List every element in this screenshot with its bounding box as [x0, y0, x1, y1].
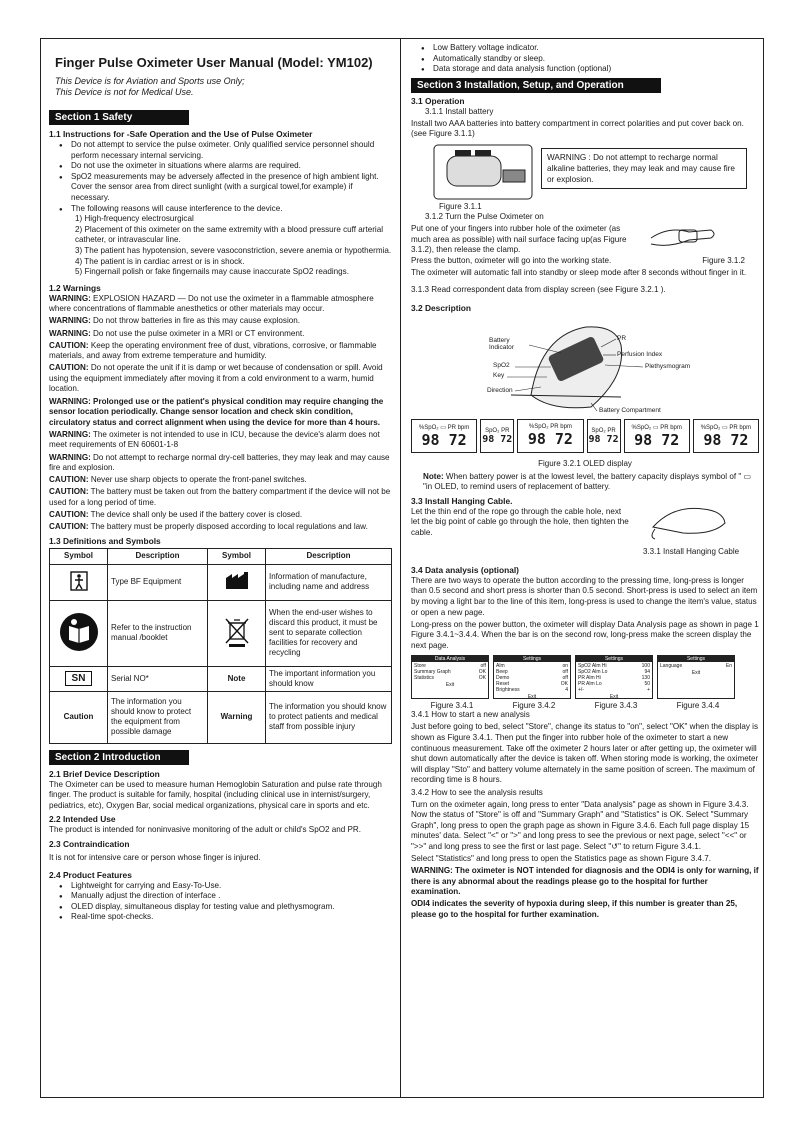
weee-bin-icon — [208, 600, 266, 666]
figure-caption: Figure 3.4.4 — [676, 701, 720, 711]
paragraph: The oximeter will automatic fall into standby or sleep mode after 8 seconds without finger in it. — [411, 268, 747, 278]
warning-label: CAUTION: — [49, 340, 89, 350]
warning-label: CAUTION: — [49, 487, 89, 497]
label-pr: PR — [617, 335, 627, 343]
interference-list — [49, 214, 392, 278]
warning-item — [49, 475, 392, 486]
interference-item: 1) High-frequency electrosurgical — [75, 214, 194, 224]
screen-header: Settings — [658, 656, 734, 662]
warning-label: CAUTION: — [49, 475, 89, 485]
table-header: Symbol — [50, 548, 108, 564]
warning-text: Prolonged use or the patient's physical condition may require changing the sensor location periodically. Change sensor location and check skin condition, circulatory status and correct alignment when using the device for more than 4 hours. — [49, 396, 384, 427]
data-analysis-screens — [411, 655, 759, 699]
table-cell: Type BF Equipment — [108, 564, 208, 600]
figure-caption: Figure 3.2.1 OLED display — [538, 459, 632, 469]
table-header: Symbol — [208, 548, 266, 564]
hanging-cable-block — [411, 507, 759, 559]
warning-text: Do not use the pulse oximeter in a MRI or CT environment. — [90, 328, 305, 338]
feature-item: ● Data storage and data analysis function (optional) — [433, 64, 759, 75]
subtitle-line-2: This Device is not for Medical Use. — [55, 87, 194, 97]
screen-header: Settings — [576, 656, 652, 662]
label-battery-compartment: Battery Compartment — [599, 407, 661, 415]
section-2-header: Section 2 Introduction — [49, 750, 189, 765]
label-battery-indicator: Battery Indicator — [489, 337, 514, 352]
settings-screen — [657, 655, 735, 699]
subheading: 3.1.2 Turn the Pulse Oximeter on — [425, 212, 544, 222]
symbols-table — [49, 548, 392, 744]
oled-values: 98 72 — [482, 433, 513, 445]
warning-text: The battery must be properly disposed according to local regulations and law. — [88, 522, 368, 532]
label-spo2: SpO2 — [493, 362, 510, 370]
paragraph: Select "Statistics" and long press to open the Statistics page as shown Figure 3.4.7. — [411, 854, 711, 864]
heading-1-2: 1.2 Warnings — [49, 282, 101, 293]
oled-screen — [480, 419, 514, 453]
warning-label: WARNING: — [49, 396, 91, 406]
note-paragraph — [411, 472, 759, 493]
features-list-continued — [411, 43, 759, 75]
interference-item: 5) Fingernail polish or fake fingernails may cause inaccurate SpO2 readings. — [75, 267, 349, 277]
warning-item — [49, 397, 392, 429]
warning-item — [49, 510, 392, 521]
heading-3-1: 3.1 Operation — [411, 95, 465, 106]
warning-label: WARNING: — [49, 328, 91, 338]
warning-text: The device shall only be used if the battery cover is closed. — [88, 510, 303, 519]
oled-display-modes — [411, 419, 759, 453]
table-cell: When the end-user wishes to discard this product, it must be sent to separate collection facilities for recovery and recycling — [266, 600, 392, 666]
label-key: Key — [493, 372, 505, 380]
figure-3-1-1-block — [411, 144, 759, 212]
paragraph: Put one of your fingers into rubber hole of the oximeter (as much area as possible) with nail surface facing up(as Figure 3.1.2), then release the clamp. — [411, 224, 627, 255]
feature-item: ● Automatically standby or sleep. — [433, 54, 759, 65]
settings-screen — [575, 655, 653, 699]
paragraph: Install two AAA batteries into battery compartment in correct polarities and put cover back on. (see Figure 3.1.1) — [411, 118, 744, 139]
safety-item: ● The following reasons will cause interference to the device. — [71, 204, 392, 215]
table-header: Description — [266, 548, 392, 564]
screen-exit: Exit — [445, 682, 455, 689]
screen-body — [576, 662, 652, 694]
note-label: Note: — [423, 471, 444, 481]
paragraph: Just before going to bed, select "Store", change its status to "on", select "OK" when the display is shown as Figure 3.4.1. Then put the finger into rubber hole of the oximeter to start a new continuous measurement. Take off the oximeter 2 hours later or after getting up, the oximeter will shut down automatically after the device is taken off. When storing mode is working, the oximeter will display "Sto" and battery volume alternately in the same position of screen. The maximum of recording time is 8 hours. — [411, 722, 759, 785]
heading-2-2: 2.2 Intended Use — [49, 814, 116, 825]
feature-item: ● Lightweight for carrying and Easy-To-Use. — [71, 881, 392, 892]
table-header: Description — [108, 548, 208, 564]
screen-body — [494, 662, 570, 694]
warning-label: CAUTION: — [49, 510, 89, 519]
safety-list — [49, 140, 392, 214]
table-cell: Refer to the instruction manual /booklet — [108, 600, 208, 666]
note-text: When battery power is at the lowest level, the battery capacity displays symbol of " ▭ "in OLED, to remind users of replacement of battery. — [423, 471, 752, 492]
oximeter-diagram — [411, 315, 751, 415]
paragraph: The product is intended for noninvasive monitoring of the adult or child's SpO2 and PR. — [49, 825, 361, 835]
paragraph: The Oximeter can be used to measure human Hemoglobin Saturation and pulse rate through finger. The product is suitable for family, hospital (including clinical use in internist/surgery, pediatrics, etc), Oxygen Bar, social medical organizations, physical care in sports and etc. — [49, 779, 382, 810]
device-description-figure — [411, 315, 759, 415]
label-plethysmogram: Plethysmogram — [645, 363, 691, 371]
figure-caption: Figure 3.4.1 — [430, 701, 474, 711]
screen-values: off OK OK — [478, 663, 486, 682]
warning-item — [49, 487, 392, 508]
warning-item — [49, 430, 392, 451]
caution-symbol: Caution — [50, 691, 108, 743]
subheading: 3.4.1 How to start a new analysis — [411, 710, 530, 720]
interference-item: 4) The patient is in cardiac arrest or is in shock. — [75, 256, 245, 266]
screen-body — [412, 662, 488, 682]
subtitle-line-1: This Device is for Aviation and Sports use Only; — [55, 76, 245, 86]
warning-text: Do not operate the unit if it is damp or wet because of condensation or spill. Avoid using the equipment immediately after moving it from a cold environment to a warm, humid location. — [49, 363, 383, 394]
oled-screen — [587, 419, 621, 453]
settings-screen — [493, 655, 571, 699]
warning-text: EXPLOSION HAZARD — Do not use the oximeter in a flammable atmosphere where concentrations of flammable anesthetics or other materials may occur. — [49, 293, 374, 314]
warning-text: Do not attempt to recharge normal dry-cell batteries, they may leak and may cause fire and explosion. — [49, 452, 390, 473]
oled-screen — [693, 419, 759, 453]
oled-header: %SpO₂ ▭ PR bpm — [700, 424, 752, 431]
warning-item — [49, 294, 392, 315]
warning-item — [49, 363, 392, 395]
warning-text: Keep the operating environment free of dust, vibrations, corrosive, or flammable materials, and away from extreme temperature and humidity. — [49, 340, 377, 361]
table-cell: The information you should know to protect the equipment from possible damage — [108, 691, 208, 743]
heading-3-4: 3.4 Data analysis (optional) — [411, 564, 519, 575]
subheading: 3.4.2 How to see the analysis results — [411, 787, 543, 797]
figure-caption: Figure 3.1.1 — [439, 202, 482, 212]
warning-text: The battery must be taken out from the battery compartment if the device will not be used for a long period of time. — [49, 487, 391, 507]
note-symbol: Note — [208, 666, 266, 691]
odi4-note: ODI4 indicates the severity of hypoxia during sleep, if this number is greater than 25, please go to the hospital for further examination. — [411, 899, 738, 920]
oled-values: 98 72 — [527, 430, 573, 449]
oled-values: 98 72 — [634, 430, 680, 449]
oled-values: 98 72 — [703, 430, 749, 449]
screen-labels: Language — [660, 663, 683, 670]
safety-item: ● SpO2 measurements may be adversely affected in the presence of high ambient light. Cover the sensor area from direct sunlight (with a surgical towel,for example) if necessary. — [71, 172, 392, 204]
oled-header: SpO₂ PR — [591, 427, 616, 434]
subheading: 3.1.1 Install battery — [425, 106, 494, 116]
type-bf-icon — [50, 564, 108, 600]
screen-body — [658, 662, 734, 670]
section-3-header: Section 3 Installation, Setup, and Operation — [411, 78, 661, 93]
page-title: Finger Pulse Oximeter User Manual (Model: YM102) — [55, 55, 373, 70]
oled-screen — [411, 419, 477, 453]
figure-3-1-2-block — [411, 224, 759, 256]
paragraph: It is not for intensive care or person whose finger is injured. — [49, 853, 261, 863]
screen-header: Settings — [494, 656, 570, 662]
figure-caption: Figure 3.4.2 — [512, 701, 556, 711]
features-list — [49, 881, 392, 923]
manufacturer-icon — [208, 564, 266, 600]
warning-item — [49, 341, 392, 362]
heading-3-2: 3.2 Description — [411, 303, 472, 314]
warning-item — [49, 329, 392, 340]
heading-1-1: 1.1 Instructions for -Safe Operation and the Use of Pulse Oximeter — [49, 129, 313, 139]
oled-header: %SpO₂ ▭ PR bpm — [631, 424, 682, 431]
feature-item: ● Low Battery voltage indicator. — [433, 43, 759, 54]
heading-2-4: 2.4 Product Features — [49, 869, 132, 880]
screen-exit: Exit — [527, 694, 537, 701]
warning-label: WARNING: — [49, 293, 91, 303]
warning-item — [49, 453, 392, 474]
screen-values: En — [725, 663, 732, 670]
table-cell: Serial NO* — [108, 666, 208, 691]
screen-values: 100 94 130 50 + — [641, 663, 650, 694]
warning-label: CAUTION: — [49, 522, 89, 532]
oled-header: SpO₂ PR — [485, 427, 510, 434]
warning-text: Do not throw batteries in fire as this may cause explosion. — [90, 316, 301, 326]
screen-labels: Store Summary Graph Statistics — [414, 663, 451, 682]
screen-labels: Alm Beep Demo Reset Brightness — [496, 663, 520, 694]
warning-text: The oximeter is not intended to use in ICU, because the device's alarm does not meet requirements of EN 60601-1-8 — [49, 429, 380, 450]
heading-3-3: 3.3 Install Hanging Cable. — [411, 495, 513, 506]
warning-text: Never use sharp objects to operate the front-panel switches. — [88, 475, 307, 485]
safety-item: ● Do not use the oximeter in situations where alarms are required. — [71, 161, 392, 172]
screen-exit: Exit — [691, 670, 701, 677]
figure-caption: Figure 3.1.2 — [702, 256, 745, 266]
feature-item: ● Real-time spot-checks. — [71, 912, 392, 923]
warning-symbol: Warning — [208, 691, 266, 743]
warning-label: CAUTION: — [49, 363, 89, 373]
heading-1-3: 1.3 Definitions and Symbols — [49, 535, 161, 546]
hanging-cable-illustration — [643, 497, 733, 541]
oled-values: 98 72 — [588, 433, 619, 445]
finger-insert-illustration — [649, 220, 719, 250]
screen-values: on off off OK 4 — [560, 663, 568, 694]
table-cell: The information you should know to protect patients and medical staff from possible injury — [266, 691, 392, 743]
warnings-block — [49, 294, 392, 533]
warning-item — [49, 522, 392, 533]
figure-caption: 3.3.1 Install Hanging Cable — [643, 546, 740, 556]
table-cell: Information of manufacture, including name and address — [266, 564, 392, 600]
oled-values: 98 72 — [421, 430, 467, 449]
settings-screen — [411, 655, 489, 699]
warning-label: WARNING: — [49, 452, 91, 462]
serial-number-icon — [50, 666, 108, 691]
oled-header: %SpO₂ PR bpm — [528, 424, 572, 431]
safety-item: ● Do not attempt to service the pulse oximeter. Only qualified service personnel should perform necessary internal servicing. — [71, 140, 392, 161]
left-column — [41, 39, 401, 1097]
warning-label: WARNING: — [49, 316, 91, 326]
recharge-warning-box: WARNING : Do not attempt to recharge normal alkaline batteries, they may leak and may cause fire or explosion. — [541, 148, 747, 189]
label-direction: Direction — [487, 387, 513, 395]
paragraph: 3.1.3 Read correspondent data from display screen (see Figure 3.2.1 ). — [411, 284, 666, 294]
paragraph: Long-press on the power button, the oximeter will display Data Analysis page as shown in page 1 Figure 3.4.1~3.4.4. When the bar is on the second row, long-press make the screen display the next page. — [411, 619, 759, 650]
paragraph: Let the thin end of the rope go through the cable hole, next let the big point of cable go through the hole, then tighten the cable. — [411, 506, 629, 537]
screen-header: Data Analysis — [412, 656, 488, 662]
feature-item: ● Manually adjust the direction of interface . — [71, 891, 392, 902]
feature-item: ● OLED display, simultaneous display for testing value and plethysmogram. — [71, 902, 392, 913]
oled-screen — [517, 419, 583, 453]
manual-book-icon — [50, 600, 108, 666]
section-1-header: Section 1 Safety — [49, 110, 189, 125]
right-column — [401, 39, 764, 1097]
paragraph: Turn on the oximeter again, long press to enter "Data analysis" page as shown in Figure 3.4.3. Now the status of "Store" is off and "Summary Graph" and "Statistics" is OK. Select "Summary Graph", long press to open the graph page as shown in Figure 3.4.6. Each full page display 15 minutes' data. Select "<" or ">" and long press to see the previous or next page, select "<<" or ">>" and long press to see the first or last page. Select "↺" to return Figure 3.4.1. — [411, 799, 750, 851]
paragraph: Press the button, oximeter will go into the working state. — [411, 256, 612, 266]
label-perfusion-index: Perfusion Index — [617, 351, 663, 359]
manual-page — [40, 38, 764, 1098]
working-state-row — [411, 256, 759, 268]
final-warning: WARNING: The oximeter is NOT intended for diagnosis and the ODI4 is only for warning, if there is any abnormal about the readings please go to the hospital for further examination. — [411, 866, 759, 897]
battery-install-illustration — [433, 144, 533, 200]
interference-item: 2) Placement of this oximeter on the same extremity with a blood pressure cuff arterial catheter, or intravascular line. — [75, 224, 384, 245]
figure-caption: Figure 3.4.3 — [594, 701, 638, 711]
warning-label: WARNING: — [49, 429, 91, 439]
screen-exit: Exit — [609, 694, 619, 701]
oled-header: %SpO₂ ▭ PR bpm — [418, 424, 470, 431]
paragraph: There are two ways to operate the button according to the pressing time, long-press is longer than 0.5 second and short press is shorter than 0.5 second. Short-press is used to select an item by moving a light bar to the line of this item, long-press is used to change the item's value, status or open a new page. — [411, 575, 758, 617]
heading-2-3: 2.3 Contraindication — [49, 839, 130, 850]
screen-captions — [411, 701, 759, 710]
interference-item: 3) The patient has hypotension, severe vasoconstriction, severe anemia or hypothermia. — [75, 245, 392, 255]
screen-labels: SpO2 Alm Hi SpO2 Alm Lo PR Alm Hi PR Alm Lo +/- — [578, 663, 608, 694]
oled-screen — [624, 419, 690, 453]
table-cell: The important information you should know — [266, 666, 392, 691]
sn-symbol: SN — [65, 671, 93, 686]
heading-2-1: 2.1 Brief Device Description — [49, 768, 160, 779]
warning-item — [49, 316, 392, 327]
